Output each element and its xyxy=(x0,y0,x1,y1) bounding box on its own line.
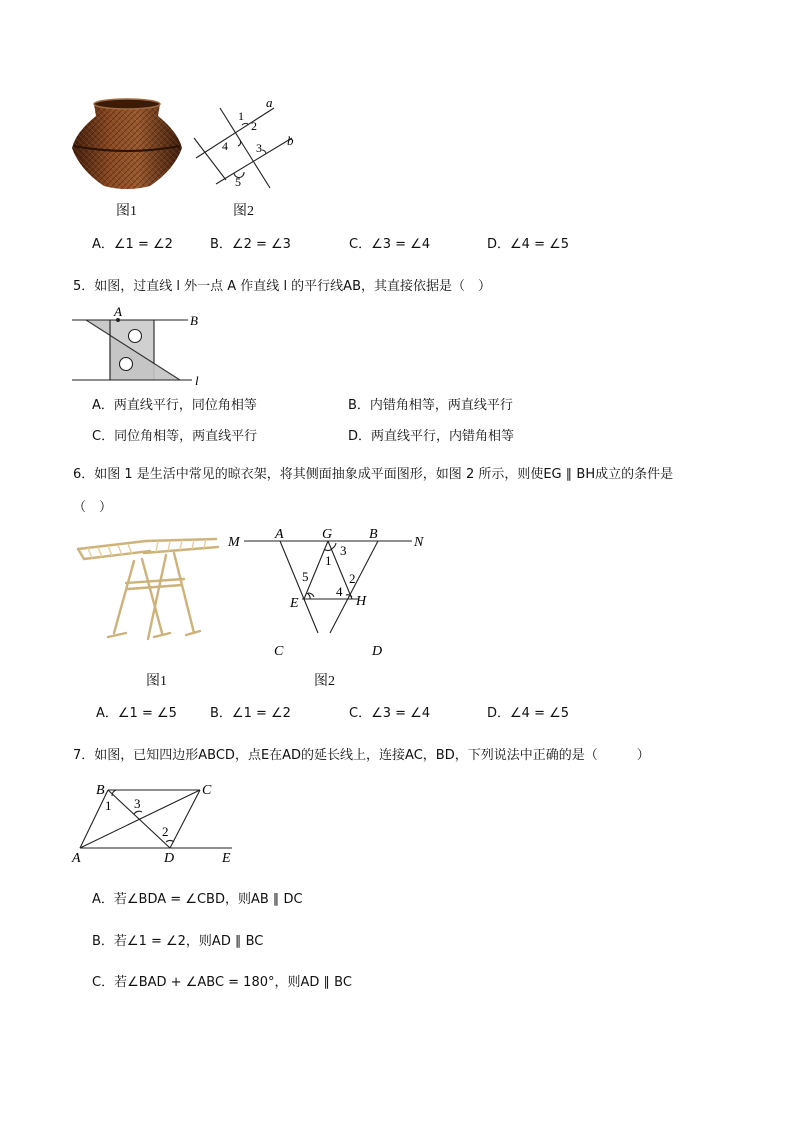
line-l-label: l xyxy=(195,373,199,388)
q6-option-b[interactable]: B．∠1 = ∠2 xyxy=(210,706,291,721)
q7-option-c[interactable]: C．若∠BAD + ∠ABC = 180°，则AD ∥ BC xyxy=(92,975,352,990)
label-5: 5 xyxy=(235,175,241,189)
svg-text:E: E xyxy=(290,596,299,611)
q4-option-d[interactable]: D．∠4 = ∠5 xyxy=(487,237,570,252)
svg-text:M: M xyxy=(228,535,240,550)
q5-option-b[interactable]: B．内错角相等，两直线平行 xyxy=(348,398,513,413)
q6-rack-geometry-figure xyxy=(228,523,434,661)
svg-text:C: C xyxy=(202,783,212,798)
q6-angle-numbers xyxy=(302,543,356,599)
point-b-label: B xyxy=(190,313,198,328)
svg-text:A: A xyxy=(275,527,284,542)
label-3: 3 xyxy=(256,141,262,155)
label-4: 4 xyxy=(222,139,228,153)
svg-text:5: 5 xyxy=(302,569,309,584)
q5-option-c[interactable]: C．同位角相等，两直线平行 xyxy=(92,429,258,444)
label-2: 2 xyxy=(251,119,257,133)
q4-fig1-caption: 图1 xyxy=(116,204,137,219)
q6-fig2-caption: 图2 xyxy=(314,674,335,689)
svg-text:D: D xyxy=(164,851,175,866)
q5-option-a[interactable]: A．两直线平行，同位角相等 xyxy=(92,398,257,413)
svg-text:2: 2 xyxy=(349,571,356,586)
q4-option-b[interactable]: B．∠2 = ∠3 xyxy=(210,237,291,252)
q7-quadrilateral-figure xyxy=(70,780,242,866)
point-a-label: A xyxy=(114,304,122,319)
svg-text:D: D xyxy=(372,644,383,659)
side-ba xyxy=(80,790,108,848)
svg-text:3: 3 xyxy=(134,796,141,811)
q6-option-d[interactable]: D．∠4 = ∠5 xyxy=(487,706,570,721)
basket-photo xyxy=(70,96,184,192)
svg-text:1: 1 xyxy=(105,798,112,813)
q4-option-c[interactable]: C．∠3 = ∠4 xyxy=(349,237,431,252)
label-a: a xyxy=(266,95,273,110)
svg-text:H: H xyxy=(356,594,367,609)
q6-stem-line2: （ ） xyxy=(73,500,113,515)
svg-text:1: 1 xyxy=(325,553,332,568)
svg-text:2: 2 xyxy=(162,824,169,839)
side-cd xyxy=(170,790,200,848)
svg-text:3: 3 xyxy=(340,543,347,558)
q7-stem: 7．如图，已知四边形ABCD，点E在AD的延长线上，连接AC，BD，下列说法中正确的是（ ） xyxy=(73,748,650,763)
q7-option-b[interactable]: B．若∠1 = ∠2，则AD ∥ BC xyxy=(92,934,264,949)
q4-fig2-caption: 图2 xyxy=(233,204,254,219)
line-ac xyxy=(280,541,318,633)
drying-rack-photo xyxy=(74,533,220,645)
q5-set-square-figure xyxy=(72,306,212,388)
q4-lines-figure xyxy=(188,95,308,194)
svg-text:G: G xyxy=(322,527,333,542)
q6-option-a[interactable]: A．∠1 = ∠5 xyxy=(96,706,177,721)
svg-text:4: 4 xyxy=(336,584,343,599)
q7-option-a[interactable]: A．若∠BDA = ∠CBD，则AB ∥ DC xyxy=(92,892,303,907)
svg-text:N: N xyxy=(414,535,424,550)
svg-text:B: B xyxy=(96,783,105,798)
q6-option-c[interactable]: C．∠3 = ∠4 xyxy=(349,706,431,721)
q6-stem-line1: 6．如图 1 是生活中常见的晾衣架，将其侧面抽象成平面图形，如图 2 所示，则使EG ∥ BH成立的条件是 xyxy=(73,467,674,482)
q7-labels xyxy=(71,783,231,866)
q5-stem: 5．如图，过直线 l 外一点 A 作直线 l 的平行线AB，其直接依据是（ ） xyxy=(73,279,491,294)
svg-text:B: B xyxy=(369,527,378,542)
q6-fig1-caption: 图1 xyxy=(146,674,167,689)
svg-text:E: E xyxy=(222,851,231,866)
svg-text:C: C xyxy=(274,644,284,659)
label-b: b xyxy=(287,133,294,148)
q4-option-a[interactable]: A．∠1 = ∠2 xyxy=(92,237,173,252)
q5-option-d[interactable]: D．两直线平行，内错角相等 xyxy=(348,429,515,444)
svg-text:A: A xyxy=(72,851,81,866)
label-1: 1 xyxy=(238,109,244,123)
